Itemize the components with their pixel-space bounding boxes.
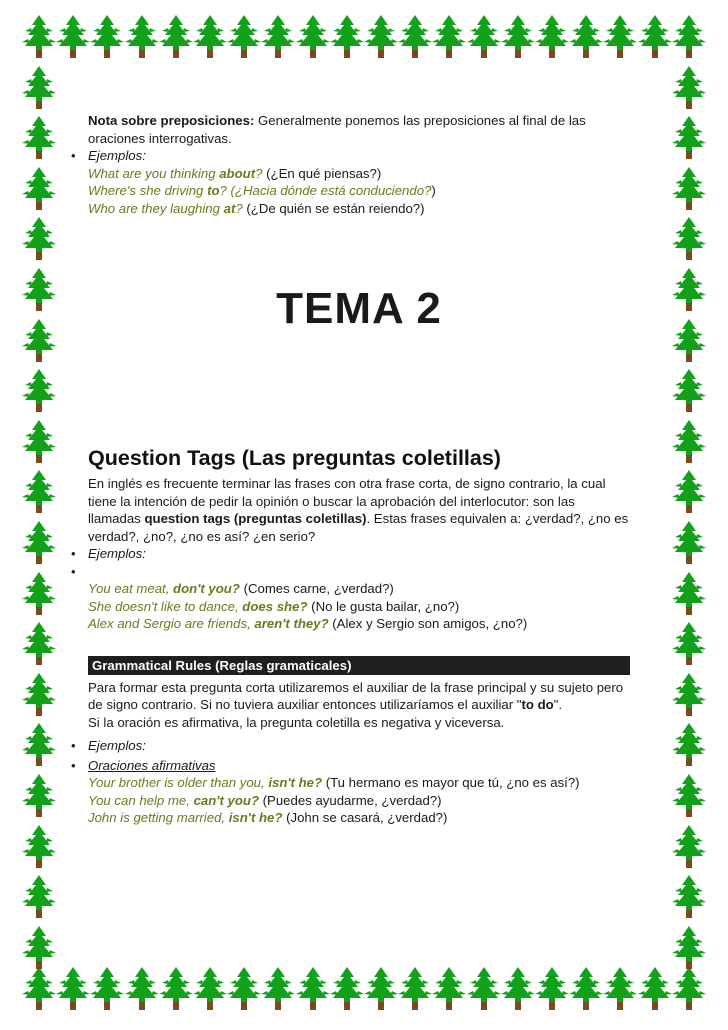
christmas-tree-icon xyxy=(364,14,398,64)
christmas-tree-icon xyxy=(501,966,535,1016)
christmas-tree-icon xyxy=(159,966,193,1016)
example-line: Your brother is older than you, isn't he? (Tu hermano es mayor que tú, ¿no es así?) xyxy=(88,775,580,790)
examples-label: Ejemplos: xyxy=(88,148,146,163)
christmas-tree-icon xyxy=(22,824,56,874)
christmas-tree-icon xyxy=(22,672,56,722)
christmas-tree-icon xyxy=(22,722,56,772)
christmas-tree-icon xyxy=(638,14,672,64)
grammatical-rules-bar: Grammatical Rules (Reglas gramaticales) xyxy=(88,656,630,675)
note-label: Nota sobre preposiciones: xyxy=(88,113,255,128)
christmas-tree-icon xyxy=(501,14,535,64)
christmas-tree-icon xyxy=(603,14,637,64)
christmas-tree-icon xyxy=(638,966,672,1016)
christmas-tree-icon xyxy=(22,216,56,266)
example-line: You can help me, can't you? (Puedes ayudarme, ¿verdad?) xyxy=(88,792,442,808)
christmas-tree-icon xyxy=(22,318,56,368)
christmas-tree-icon xyxy=(22,419,56,469)
bullet-dot-icon: • xyxy=(71,757,76,773)
christmas-tree-icon xyxy=(22,115,56,165)
christmas-tree-icon xyxy=(569,14,603,64)
bullet-dot-icon: • xyxy=(71,148,76,163)
examples-label: Ejemplos: xyxy=(88,546,146,561)
list-item xyxy=(71,545,630,563)
christmas-tree-icon xyxy=(125,14,159,64)
tema-title: TEMA 2 xyxy=(276,284,442,333)
question-tags-heading: Question Tags (Las preguntas coletillas) xyxy=(88,446,501,470)
bullet-dot-icon: • xyxy=(71,563,76,579)
christmas-tree-icon xyxy=(22,166,56,216)
christmas-tree-icon xyxy=(261,966,295,1016)
christmas-tree-icon xyxy=(432,14,466,64)
christmas-tree-icon xyxy=(569,966,603,1016)
list-item xyxy=(71,147,630,165)
christmas-tree-icon xyxy=(22,925,56,975)
note-text: Generalmente ponemos las preposiciones al final de las oraciones interrogativas. xyxy=(88,113,586,146)
list-item xyxy=(71,563,630,581)
christmas-tree-icon xyxy=(467,966,501,1016)
christmas-tree-icon xyxy=(672,621,706,671)
christmas-tree-icon xyxy=(193,14,227,64)
christmas-tree-icon xyxy=(296,14,330,64)
christmas-tree-icon xyxy=(672,824,706,874)
christmas-tree-icon xyxy=(22,368,56,418)
christmas-tree-icon xyxy=(672,571,706,621)
list-item xyxy=(71,757,630,775)
christmas-tree-icon xyxy=(296,966,330,1016)
example-line: You eat meat, don't you? (Comes carne, ¿verdad?) xyxy=(88,581,394,596)
christmas-tree-icon xyxy=(672,65,706,115)
christmas-tree-icon xyxy=(672,267,706,317)
christmas-tree-icon xyxy=(22,874,56,924)
christmas-tree-icon xyxy=(672,419,706,469)
list-item xyxy=(71,737,630,755)
question-tags-intro: En inglés es frecuente terminar las frases con otra frase corta, de signo contrario, la cual tiene la intención de pedir la opinión o buscar la aprobación del interlocutor: son las llamadas question tags (preguntas coletillas). Estas frases equivalen a: ¿verdad?, ¿no es verdad?, ¿no?, ¿no es así? ¿en serio? xyxy=(88,476,629,544)
christmas-tree-icon xyxy=(125,966,159,1016)
note-examples xyxy=(88,165,630,218)
christmas-tree-icon xyxy=(90,14,124,64)
christmas-tree-icon xyxy=(90,966,124,1016)
question-tags-examples xyxy=(88,580,630,633)
example-line: She doesn't like to dance, does she? (No le gusta bailar, ¿no?) xyxy=(88,598,460,614)
christmas-tree-icon xyxy=(672,874,706,924)
bullet-dot-icon: • xyxy=(71,738,76,753)
christmas-tree-icon xyxy=(535,966,569,1016)
christmas-tree-icon xyxy=(672,115,706,165)
christmas-tree-icon xyxy=(432,966,466,1016)
christmas-tree-icon xyxy=(467,14,501,64)
christmas-tree-icon xyxy=(22,520,56,570)
christmas-tree-icon xyxy=(159,14,193,64)
christmas-tree-icon xyxy=(56,966,90,1016)
christmas-tree-icon xyxy=(22,773,56,823)
christmas-tree-icon xyxy=(672,722,706,772)
christmas-tree-icon xyxy=(672,925,706,975)
christmas-tree-icon xyxy=(227,966,261,1016)
christmas-tree-icon xyxy=(672,14,706,64)
rules-text: Para formar esta pregunta corta utilizaremos el auxiliar de la frase principal y su sujeto pero de signo contrario. Si no tuviera auxiliar entonces utilizaríamos el auxiliar "to do". xyxy=(88,679,624,712)
christmas-tree-icon xyxy=(22,65,56,115)
christmas-tree-icon xyxy=(22,571,56,621)
christmas-tree-icon xyxy=(22,267,56,317)
document-body xyxy=(71,112,630,827)
christmas-tree-icon xyxy=(227,14,261,64)
christmas-tree-icon xyxy=(398,966,432,1016)
christmas-tree-icon xyxy=(672,672,706,722)
affirmative-label: Oraciones afirmativas xyxy=(88,757,216,773)
christmas-tree-icon xyxy=(672,520,706,570)
examples-label: Ejemplos: xyxy=(88,738,146,753)
christmas-tree-icon xyxy=(672,318,706,368)
christmas-tree-icon xyxy=(672,773,706,823)
christmas-tree-icon xyxy=(364,966,398,1016)
christmas-tree-icon xyxy=(672,368,706,418)
christmas-tree-icon xyxy=(22,621,56,671)
christmas-tree-icon xyxy=(330,14,364,64)
christmas-tree-icon xyxy=(22,14,56,64)
example-line: John is getting married, isn't he? (John se casará, ¿verdad?) xyxy=(88,810,448,825)
example-line: Alex and Sergio are friends, aren't they? (Alex y Sergio son amigos, ¿no?) xyxy=(88,616,528,631)
christmas-tree-icon xyxy=(261,14,295,64)
example-line: What are you thinking about? (¿En qué piensas?) xyxy=(88,165,382,181)
rules-examples xyxy=(88,774,630,827)
christmas-tree-icon xyxy=(22,469,56,519)
christmas-tree-icon xyxy=(330,966,364,1016)
christmas-tree-icon xyxy=(672,216,706,266)
rules-text-2: Si la oración es afirmativa, la pregunta coletilla es negativa y viceversa. xyxy=(88,714,505,730)
christmas-tree-icon xyxy=(193,966,227,1016)
bullet-dot-icon: • xyxy=(71,546,76,561)
christmas-tree-icon xyxy=(672,469,706,519)
preposition-note xyxy=(88,112,630,147)
christmas-tree-icon xyxy=(535,14,569,64)
christmas-tree-icon xyxy=(672,166,706,216)
christmas-tree-icon xyxy=(603,966,637,1016)
christmas-tree-icon xyxy=(56,14,90,64)
example-line: Who are they laughing at? (¿De quién se están reiendo?) xyxy=(88,200,425,216)
example-line: Where's she driving to? (¿Hacia dónde está conduciendo?) xyxy=(88,183,436,198)
christmas-tree-icon xyxy=(398,14,432,64)
